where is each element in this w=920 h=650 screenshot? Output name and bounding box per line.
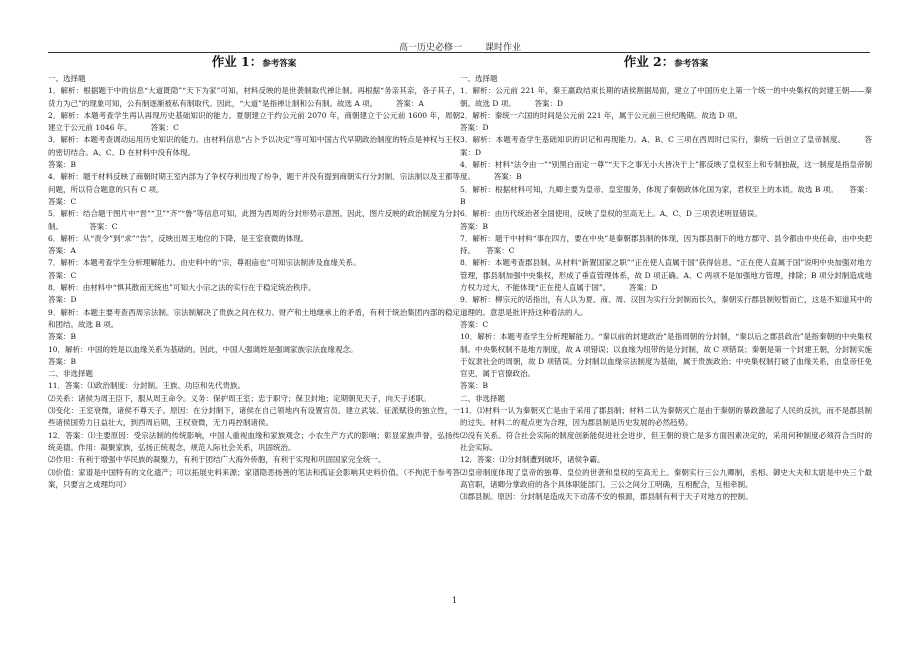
right-answers: [460, 73, 872, 503]
answer-line: 答案：D: [460, 123, 489, 133]
answer-line: 2．解析：本题考查学生再认再现历史基础知识的能力。夏朝建立于约公元前 2070 年，商朝建立于公元前 1600 年，周朝建立于公元前 1046 年。 答案：C: [48, 110, 460, 133]
answer-line: ⑵皇帝制度体现了皇帝的独尊、皇位的世袭和皇权的至高无上。秦朝实行三公九卿制，丞相、御史大夫和太尉是中央三个最高官职，诸卿分掌政府的各个具体职能部门。三公之间分工明确，互相配合，互相牵制。: [460, 467, 872, 489]
answer-line: 答案：D: [48, 295, 77, 305]
answer-line: 3．解析：本题考查调动运用历史知识的能力。由材料信息“占卜予以决定”等可知中国古代早期政治制度的特点是神权与王权的密切结合。A、C、D 在材料中没有体现。: [48, 135, 460, 157]
answer-line: 10．解析：中国的姓是以血缘关系为基础的。因此，中国人强调姓是强调家族宗法血缘观念。: [48, 344, 358, 354]
answer-line: 一、选择题: [48, 74, 86, 83]
answer-line: 答案：C: [48, 270, 77, 280]
left-title-main: 作业 1：: [211, 54, 263, 69]
answer-line: 4．解析：题干材料反映了商朝时期王室内部为了争权夺利出现了纷争，题干并没有提到商朝实行分封制、宗法制以及王都等问题，所以符合题意的只有 C 项。: [48, 172, 460, 194]
answer-line: 9．解析：柳宗元的话指出，有人认为夏、商、周、汉因为实行分封制而长久，秦朝实行郡县制短暂而亡，这是不知道其中的道理的。意思是批评持这种看法的人。: [460, 295, 872, 317]
answer-line: 答案：A: [48, 246, 76, 256]
answer-line: 7．解析：题干中材料“事在四方，要在中央”是秦朝郡县制的体现，因为郡县制下的地方郡守、县令都由中央任命，由中央把持。 答案：C: [460, 233, 872, 256]
answer-line: 1．解析：根据题干中的信息“大道既隐”“天下为家”可知，材料反映的是世袭制取代禅让制。再根据“务亲其亲，各子其子，货力为己”的现象可知，公有制逐渐被私有制取代。因此，“大道”是指禅让制和公有制。故选 A 项。 答案：A: [48, 86, 460, 108]
right-title: [460, 54, 872, 72]
right-title-main: 作业 2：: [623, 54, 675, 69]
answer-line: 答案：B: [460, 381, 489, 391]
answer-line: 3．解析：本题考查学生基础知识的识记和再现能力。A、B、C 三项在西周时已实行，秦统一后创立了皇帝制度。 答案：D: [460, 135, 872, 157]
answer-line: ⑵没有关系。符合社会实际的制度创新能促进社会进步，但王朝的衰亡是多方面因素决定的，采用何种制度必须符合当时的社会实际。: [460, 430, 872, 452]
right-title-sub: 参考答案: [674, 59, 709, 69]
answer-line: 答案：B: [460, 221, 489, 231]
answer-line: 10．解析：本题考查学生分析理解能力。“秦以前的封建政治”是指周朝的分封制，“秦以后之郡县政治”是指秦朝的中央集权制。中央集权制不是地方制度，故 A 项错误；以血缘为纽带的是分封制，故 C 项错误；秦朝是第一个封建王朝，分封制实施于奴隶社会的周朝，故 D 项错误。分封制以血缘宗法制度为基础，属于贵族政治；中央集权制打破了血缘关系，由皇帝任免官吏，属于官僚政治。: [460, 332, 872, 379]
answer-line: ⑶变化：王室衰微，诸侯不尊天子。原因：在分封制下，诸侯在自己领地内有设置官员、建立武装、征派赋役的独立性，一些诸侯国势力日益壮大，到西周后期，王权衰微，无力再控制诸侯。: [48, 406, 460, 428]
answer-line: 二、非选择题: [460, 393, 505, 403]
answer-line: 5．解析：结合题干图片中“晋”“卫”“齐”“鲁”等信息可知，此图为西周的分封形势示意图。因此，图片反映的政治制度为分封制。 答案：C: [48, 209, 460, 231]
header-label: 课时作业: [484, 43, 521, 53]
page-number: 1: [452, 596, 458, 605]
left-column: [48, 54, 460, 491]
answer-line: 12．答案：⑴主要原因：受宗法制的传统影响，中国人重视血缘和家族观念；小农生产方式的影响；彰显家族声誉，弘扬传统美德。作用：凝聚家族，弘扬正统观念，规范人际社会关系，巩固统治。: [48, 430, 460, 452]
answer-line: 一、选择题: [460, 74, 498, 83]
answer-line: 6．解析：由历代统治者全国使用，反映了皇权的至高无上。A、C、D 三项表述明显错误。: [460, 209, 762, 219]
answer-line: 8．解析：本题考查郡县制。从材料“新置国家之职”“正在使人直属于国”获得信息。“正在使人直属于国”说明中央加强对地方管理，郡县制加强中央集权，形成了垂直管理体系，故 D 项正确。A、C 两项不是加强地方管理，排除；B 项分封制造成地方权力过大，不能体现“正在使人直属于国”。 答案：D: [460, 258, 872, 293]
answer-line: 5．解析：根据材料可知，九卿主要为皇帝、皇室服务，体现了秦朝政体化国为家，君权至上的本质。故选 B 项。 答案：B: [460, 184, 872, 206]
answer-line: 1．解析：公元前 221 年，秦王嬴政结束长期的诸侯割据局面，建立了中国历史上第一个统一的中央集权的封建王朝——秦朝。故选 D 项。 答案：D: [460, 86, 872, 108]
answer-line: ⑵关系：诸侯为周王臣下，服从周王命令。义务：保护周王室；忠于职守；保卫封地；定期朝见天子，向天子述职。: [48, 393, 431, 403]
header-course: 高一历史必修一: [399, 43, 463, 53]
left-title-sub: 参考答案: [262, 59, 297, 69]
answer-line: 答案：C: [48, 196, 77, 206]
answer-line: 12．答案：⑴分封制遭到破坏，诸侯争霸。: [460, 455, 605, 465]
answer-line: 4．解析：材料“法令由一”“别黑白而定一尊”“天下之事无小大皆决于上”都反映了皇权至上和专制独裁，这一制度是指皇帝制度。 答案：B: [460, 160, 872, 182]
right-column: [460, 54, 872, 503]
answer-line: 答案：C: [460, 319, 489, 329]
answer-line: ⑶郡县制。原因：分封制是造成天下动荡不安的根源，郡县制有利于天子对地方的控制。: [460, 492, 753, 502]
answer-line: 7．解析：本题考查学生分析理解能力。由史料中的“宗，尊祖庙也”可知宗法制涉及血缘关系。: [48, 258, 361, 268]
answer-line: 答案：B: [48, 160, 77, 170]
answer-line: ⑶价值：家谱是中国特有的文化遗产；可以拓展史料来源；家谱隐恶扬善的笔法和孤证会影响其史料价值。（不拘泥于参考答案，只要言之成理均可）: [48, 467, 460, 489]
answer-line: 9．解析：本题主要考查西周宗法制。宗法制解决了贵族之间在权力、财产和土地继承上的矛盾，有利于统治集团内部的稳定和团结。故选 B 项。: [48, 307, 460, 329]
answer-line: 8．解析：由材料中“惧其散而无统也”可知大小宗之法的实行在于稳定统治秩序。: [48, 283, 316, 293]
answer-line: 11．⑴材料一认为秦朝灭亡是由于采用了郡县制；材料二认为秦朝灭亡是由于秦朝的暴政激起了人民的反抗，而不是郡县制的过失。材料二的观点更为合理，因为郡县制是历史发展的必然趋势。: [460, 406, 872, 428]
left-title: [48, 54, 460, 72]
answer-line: ⑵作用：有利于增强中华民族的凝聚力，有利于团结广大海外侨胞，有利于实现和巩固国家完全统一。: [48, 455, 386, 465]
header-rule: [48, 52, 870, 53]
answer-line: 11．答案：⑴政治制度：分封制。王族、功臣和先代贵族。: [48, 381, 246, 391]
answer-line: 2．解析：秦统一六国的时间是公元前 221 年，属于公元前三世纪晚期。故选 D 项。: [460, 110, 743, 120]
answer-line: 二、非选择题: [48, 369, 93, 379]
answer-line: 6．解析：从“责令”到“求”“告”，反映出周王地位的下降，是王室衰微的体现。: [48, 233, 309, 243]
left-answers: [48, 73, 460, 491]
answer-line: 答案：B: [48, 332, 77, 342]
answer-line: 答案：B: [48, 356, 77, 366]
